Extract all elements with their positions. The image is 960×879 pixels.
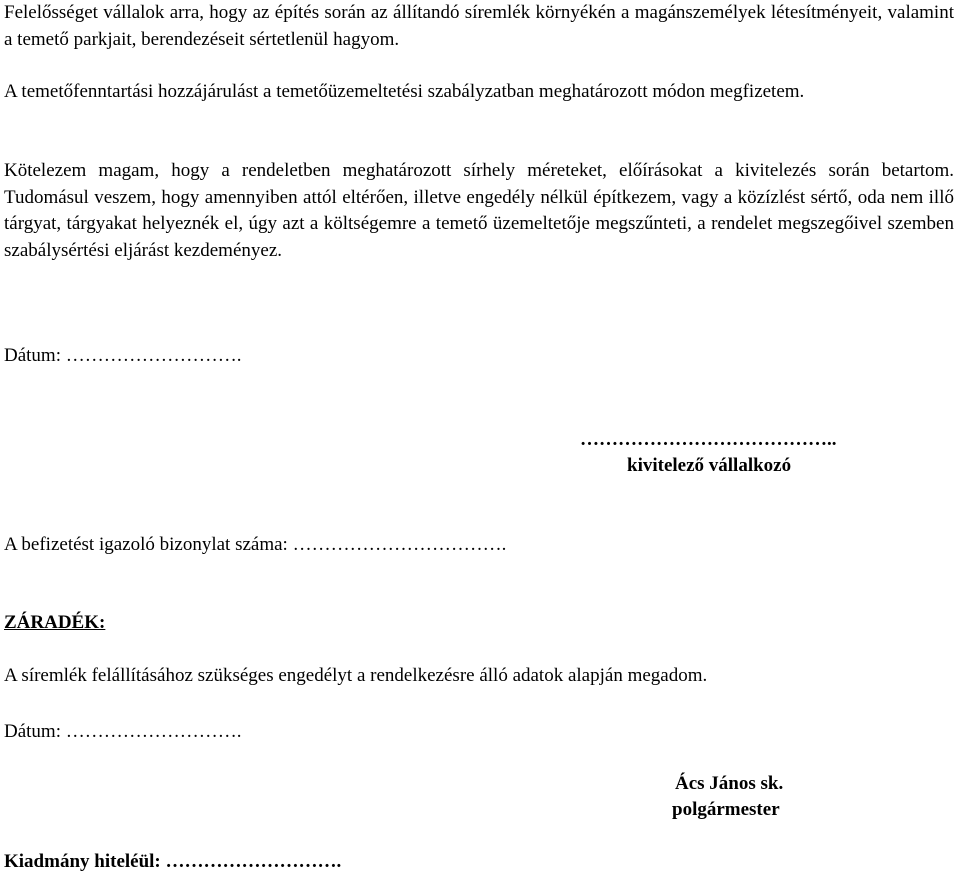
- certified-copy-field: Kiadmány hiteléül: ……………………….: [4, 851, 342, 872]
- date-field-2: Dátum: ……………………….: [4, 721, 242, 742]
- clause-heading: ZÁRADÉK:: [4, 612, 106, 633]
- signer-title: polgármester: [672, 799, 780, 820]
- signer-name: Ács János sk.: [675, 773, 784, 794]
- receipt-number-field: A befizetést igazoló bizonylat száma: …………………………….: [4, 534, 507, 555]
- contractor-signature-line: …………………………………..: [580, 429, 837, 450]
- date-field-1: Dátum: ……………………….: [4, 345, 242, 366]
- paragraph-obligations: Kötelezem magam, hogy a rendeletben meghatározott sírhely méreteket, előírásokat a kivitelezés során betartom. Tudomásul veszem, hogy amennyiben attól eltérően, illetve engedély nélkül építkezem, vagy a közízlést sértő, oda nem illő tárgyat, tárgyakat helyeznék el, úgy azt a költségemre a temető üzemeltetője megszűnteti, a rendelet megszegőivel szemben szabálysértési eljárást kezdeményez.: [4, 160, 954, 261]
- clause-text: A síremlék felállításához szükséges engedélyt a rendelkezésre álló adatok alapján megadom.: [4, 665, 708, 686]
- paragraph-maintenance-fee: A temetőfenntartási hozzájárulást a temetőüzemeltetési szabályzatban meghatározott módon megfizetem.: [4, 81, 805, 102]
- contractor-label: kivitelező vállalkozó: [627, 455, 792, 476]
- paragraph-responsibility: Felelősséget vállalok arra, hogy az építés során az állítandó síremlék környékén a magánszemélyek létesítményeit, valamint a temető parkjait, berendezéseit sértetlenül hagyom.: [4, 2, 954, 50]
